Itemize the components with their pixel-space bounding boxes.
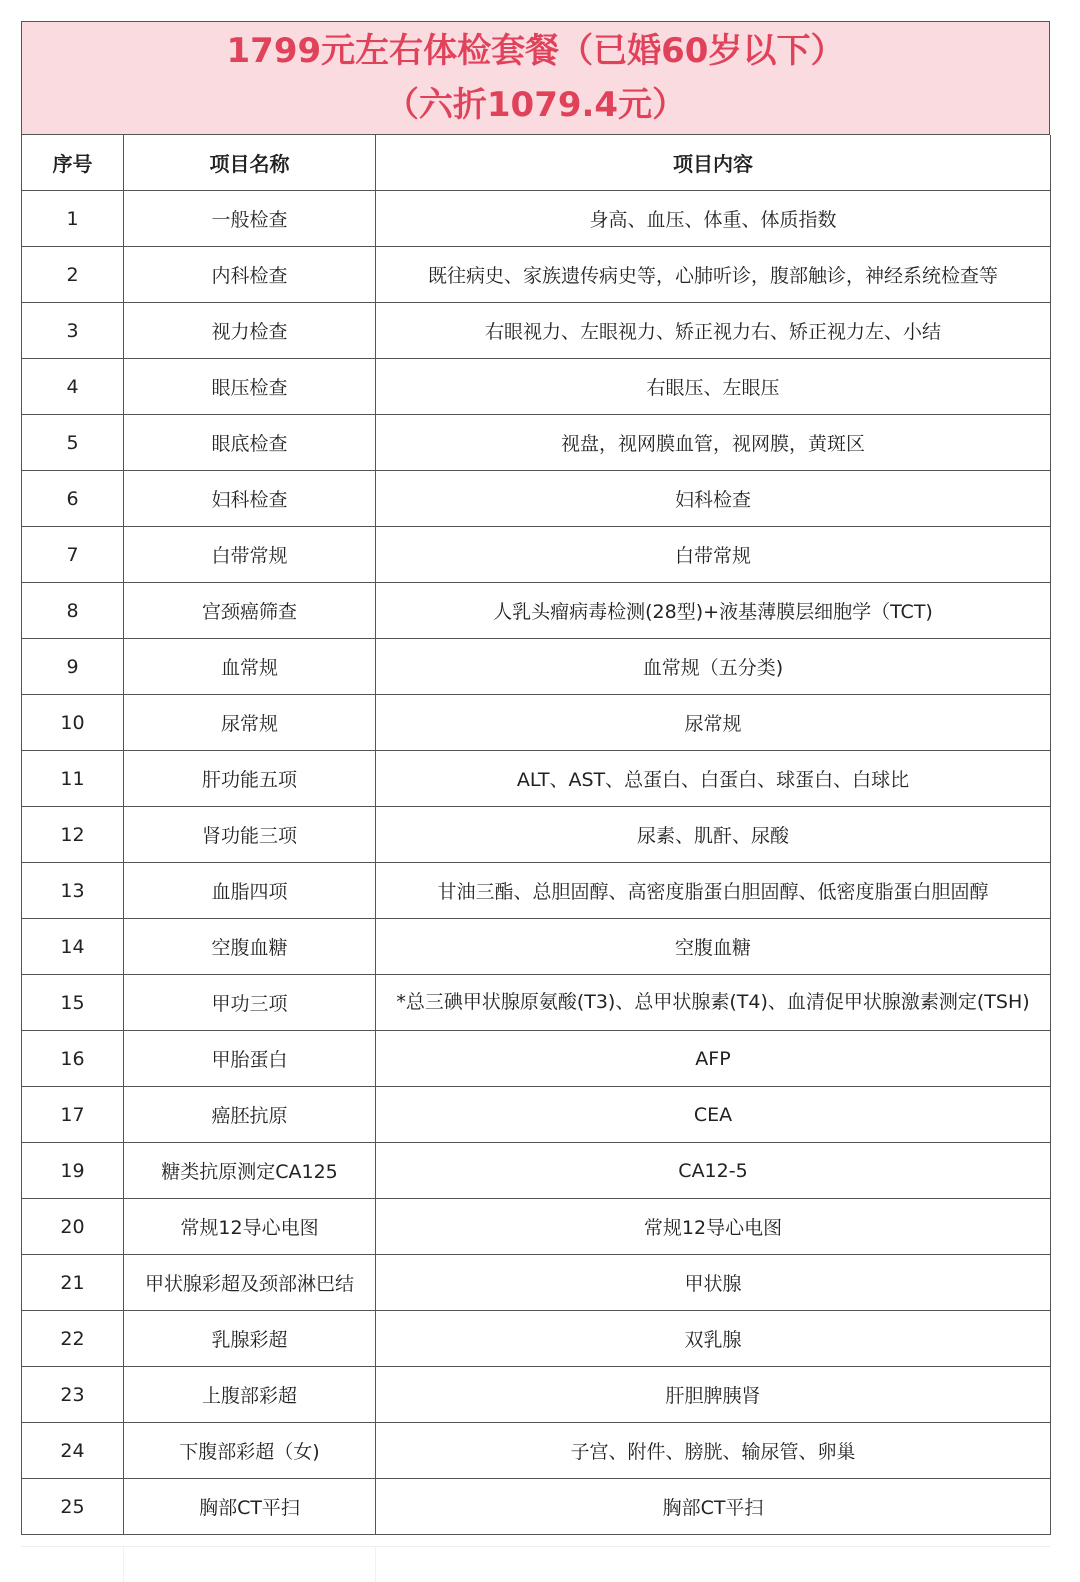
row-number-cell: 9	[22, 639, 124, 695]
row-item-content-cell: 常规12导心电图	[376, 1199, 1051, 1255]
table-row	[22, 583, 1051, 639]
row-item-name-cell: 糖类抗原测定CA125	[124, 1143, 376, 1199]
row-item-content-cell: 白带常规	[376, 527, 1051, 583]
row-item-name-cell: 血脂四项	[124, 863, 376, 919]
row-item-content-cell: 既往病史、家族遗传病史等，心肺听诊，腹部触诊，神经系统检查等	[376, 247, 1051, 303]
row-item-name-cell: 宫颈癌筛查	[124, 583, 376, 639]
row-item-content-cell: AFP	[376, 1031, 1051, 1087]
row-item-name-cell: 癌胚抗原	[124, 1087, 376, 1143]
row-item-content-cell: 空腹血糖	[376, 919, 1051, 975]
row-item-content-cell: 尿常规	[376, 695, 1051, 751]
items-table	[21, 135, 1051, 1535]
row-item-name-cell: 一般检查	[124, 191, 376, 247]
header-item-name: 项目名称	[124, 135, 376, 191]
row-number-cell: 14	[22, 919, 124, 975]
table-row	[22, 527, 1051, 583]
table-row	[22, 751, 1051, 807]
row-item-content-cell: 妇科检查	[376, 471, 1051, 527]
row-number-cell: 10	[22, 695, 124, 751]
row-number-cell: 21	[22, 1255, 124, 1311]
row-item-name-cell: 视力检查	[124, 303, 376, 359]
row-number-cell: 13	[22, 863, 124, 919]
package-title-line1: 1799元左右体检套餐（已婚60岁以下）	[226, 31, 845, 71]
row-item-name-cell: 眼底检查	[124, 415, 376, 471]
trailing-divider	[123, 1547, 124, 1582]
row-number-cell: 22	[22, 1311, 124, 1367]
table-row	[22, 863, 1051, 919]
row-number-cell: 20	[22, 1199, 124, 1255]
trailing-divider	[375, 1547, 376, 1582]
table-body	[22, 191, 1051, 1535]
row-item-name-cell: 乳腺彩超	[124, 1311, 376, 1367]
row-number-cell: 8	[22, 583, 124, 639]
row-number-cell: 25	[22, 1479, 124, 1535]
table-row	[22, 1199, 1051, 1255]
row-number-cell: 19	[22, 1143, 124, 1199]
row-item-name-cell: 甲功三项	[124, 975, 376, 1031]
table-row	[22, 191, 1051, 247]
table-row	[22, 1255, 1051, 1311]
row-item-content-cell: 肝胆脾胰肾	[376, 1367, 1051, 1423]
table-row	[22, 1423, 1051, 1479]
table-row	[22, 919, 1051, 975]
package-title	[21, 21, 1050, 135]
row-item-name-cell: 胸部CT平扫	[124, 1479, 376, 1535]
table-row	[22, 359, 1051, 415]
row-item-name-cell: 甲状腺彩超及颈部淋巴结	[124, 1255, 376, 1311]
row-item-content-cell: CA12-5	[376, 1143, 1051, 1199]
row-item-name-cell: 眼压检查	[124, 359, 376, 415]
row-item-name-cell: 白带常规	[124, 527, 376, 583]
table-row	[22, 471, 1051, 527]
row-item-content-cell: 双乳腺	[376, 1311, 1051, 1367]
table-row	[22, 1479, 1051, 1535]
row-item-name-cell: 妇科检查	[124, 471, 376, 527]
package-title-line2: （六折1079.4元）	[384, 85, 687, 125]
row-number-cell: 15	[22, 975, 124, 1031]
table-row	[22, 1311, 1051, 1367]
row-item-content-cell: 胸部CT平扫	[376, 1479, 1051, 1535]
row-number-cell: 12	[22, 807, 124, 863]
row-number-cell: 23	[22, 1367, 124, 1423]
row-number-cell: 1	[22, 191, 124, 247]
row-item-content-cell: 右眼视力、左眼视力、矫正视力右、矫正视力左、小结	[376, 303, 1051, 359]
row-number-cell: 7	[22, 527, 124, 583]
row-item-name-cell: 内科检查	[124, 247, 376, 303]
row-item-name-cell: 上腹部彩超	[124, 1367, 376, 1423]
row-item-content-cell: 人乳头瘤病毒检测(28型)+液基薄膜层细胞学（TCT)	[376, 583, 1051, 639]
row-item-content-cell: 身高、血压、体重、体质指数	[376, 191, 1051, 247]
header-item-content: 项目内容	[376, 135, 1051, 191]
row-number-cell: 11	[22, 751, 124, 807]
header-number: 序号	[22, 135, 124, 191]
table-row	[22, 247, 1051, 303]
row-item-name-cell: 下腹部彩超（女)	[124, 1423, 376, 1479]
table-row	[22, 695, 1051, 751]
row-number-cell: 24	[22, 1423, 124, 1479]
row-number-cell: 16	[22, 1031, 124, 1087]
table-row	[22, 1087, 1051, 1143]
row-item-content-cell: ALT、AST、总蛋白、白蛋白、球蛋白、白球比	[376, 751, 1051, 807]
row-item-name-cell: 血常规	[124, 639, 376, 695]
row-item-content-cell: 血常规（五分类)	[376, 639, 1051, 695]
row-item-content-cell: 尿素、肌酐、尿酸	[376, 807, 1051, 863]
row-number-cell: 4	[22, 359, 124, 415]
table-header-row	[22, 135, 1051, 191]
table-row	[22, 1031, 1051, 1087]
row-item-name-cell: 肝功能五项	[124, 751, 376, 807]
row-item-content-cell: *总三碘甲状腺原氨酸(T3)、总甲状腺素(T4)、血清促甲状腺激素测定(TSH)	[376, 975, 1051, 1031]
row-number-cell: 6	[22, 471, 124, 527]
row-item-content-cell: 甘油三酯、总胆固醇、高密度脂蛋白胆固醇、低密度脂蛋白胆固醇	[376, 863, 1051, 919]
package-sheet	[21, 21, 1050, 1535]
row-item-name-cell: 肾功能三项	[124, 807, 376, 863]
row-item-name-cell: 甲胎蛋白	[124, 1031, 376, 1087]
row-item-content-cell: CEA	[376, 1087, 1051, 1143]
row-item-content-cell: 子宫、附件、膀胱、输尿管、卵巢	[376, 1423, 1051, 1479]
table-row	[22, 639, 1051, 695]
row-number-cell: 3	[22, 303, 124, 359]
row-item-content-cell: 甲状腺	[376, 1255, 1051, 1311]
table-trailing-edge	[21, 1546, 1050, 1582]
row-number-cell: 17	[22, 1087, 124, 1143]
row-item-name-cell: 常规12导心电图	[124, 1199, 376, 1255]
row-number-cell: 2	[22, 247, 124, 303]
table-row	[22, 1143, 1051, 1199]
table-row	[22, 975, 1051, 1031]
row-item-name-cell: 空腹血糖	[124, 919, 376, 975]
table-row	[22, 303, 1051, 359]
row-number-cell: 5	[22, 415, 124, 471]
table-row	[22, 807, 1051, 863]
row-item-content-cell: 视盘，视网膜血管，视网膜，黄斑区	[376, 415, 1051, 471]
table-row	[22, 415, 1051, 471]
table-row	[22, 1367, 1051, 1423]
row-item-name-cell: 尿常规	[124, 695, 376, 751]
row-item-content-cell: 右眼压、左眼压	[376, 359, 1051, 415]
